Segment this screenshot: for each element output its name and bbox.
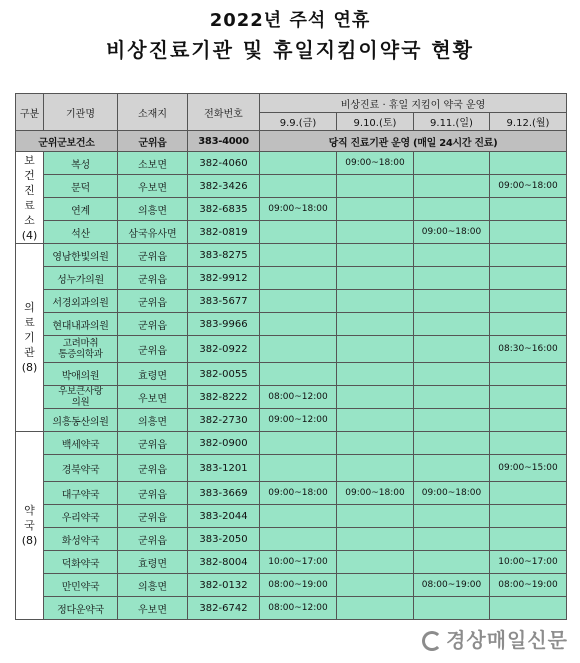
hours-sep-11 bbox=[414, 505, 490, 528]
hours-sep-9 bbox=[260, 152, 337, 175]
hours-sep-11 bbox=[414, 267, 490, 290]
hours-sep-11 bbox=[414, 336, 490, 363]
hours-sep-11: 09:00~18:00 bbox=[414, 221, 490, 244]
hours-sep-12 bbox=[490, 432, 567, 455]
hours-sep-10 bbox=[337, 221, 414, 244]
facility-location: 의흥면 bbox=[118, 409, 188, 432]
header-date-2: 9.10.(토) bbox=[337, 113, 414, 131]
table-row bbox=[16, 221, 567, 244]
facility-name: 우보큰사랑 의원 bbox=[44, 386, 118, 409]
table-row bbox=[16, 528, 567, 551]
hours-sep-12 bbox=[490, 363, 567, 386]
header-group: 구분 bbox=[16, 94, 44, 131]
hours-sep-12 bbox=[490, 244, 567, 267]
table-row bbox=[16, 336, 567, 363]
hours-sep-11 bbox=[414, 175, 490, 198]
table-row bbox=[16, 386, 567, 409]
hours-sep-11 bbox=[414, 597, 490, 620]
facility-name: 복성 bbox=[44, 152, 118, 175]
hours-sep-9 bbox=[260, 221, 337, 244]
public-health-phone: 383-4000 bbox=[188, 131, 260, 152]
table-row bbox=[16, 363, 567, 386]
facility-name: 서경외과의원 bbox=[44, 290, 118, 313]
hours-sep-9 bbox=[260, 313, 337, 336]
hours-sep-12: 08:30~16:00 bbox=[490, 336, 567, 363]
facility-name: 만민약국 bbox=[44, 574, 118, 597]
table-row bbox=[16, 432, 567, 455]
header-date-1: 9.9.(금) bbox=[260, 113, 337, 131]
public-health-note: 당직 진료기관 운영 (매일 24시간 진료) bbox=[260, 131, 567, 152]
hours-sep-11 bbox=[414, 409, 490, 432]
facility-location: 소보면 bbox=[118, 152, 188, 175]
hours-sep-11 bbox=[414, 528, 490, 551]
facility-name: 정다운약국 bbox=[44, 597, 118, 620]
table-row bbox=[16, 482, 567, 505]
hours-sep-9 bbox=[260, 505, 337, 528]
facility-phone: 382-8222 bbox=[188, 386, 260, 409]
hours-sep-10 bbox=[337, 363, 414, 386]
facility-phone: 383-8275 bbox=[188, 244, 260, 267]
group-label: 보 건 진 료 소 (4) bbox=[16, 152, 44, 244]
table-row bbox=[16, 313, 567, 336]
hours-sep-10 bbox=[337, 198, 414, 221]
facility-phone: 383-9966 bbox=[188, 313, 260, 336]
facility-name: 영남한빛의원 bbox=[44, 244, 118, 267]
newspaper-watermark bbox=[422, 624, 568, 653]
hours-sep-12 bbox=[490, 597, 567, 620]
hours-sep-10 bbox=[337, 409, 414, 432]
title-line-1: 2022년 주석 연휴 bbox=[209, 10, 371, 31]
group-label: 의 료 기 관 (8) bbox=[16, 244, 44, 432]
hours-sep-10 bbox=[337, 175, 414, 198]
hours-sep-11 bbox=[414, 432, 490, 455]
facility-location: 군위읍 bbox=[118, 528, 188, 551]
facility-location: 군위읍 bbox=[118, 432, 188, 455]
public-health-row bbox=[16, 131, 567, 152]
facility-phone: 382-3426 bbox=[188, 175, 260, 198]
facility-location: 효령면 bbox=[118, 551, 188, 574]
hours-sep-11 bbox=[414, 198, 490, 221]
watermark-text: 경상매일신문 bbox=[446, 628, 568, 652]
header-phone: 전화번호 bbox=[188, 94, 260, 131]
facility-phone: 382-2730 bbox=[188, 409, 260, 432]
hours-sep-10 bbox=[337, 597, 414, 620]
facility-location: 군위읍 bbox=[118, 505, 188, 528]
hours-sep-12 bbox=[490, 221, 567, 244]
schedule-table bbox=[15, 93, 567, 620]
facility-location: 군위읍 bbox=[118, 455, 188, 482]
hours-sep-10: 09:00~18:00 bbox=[337, 152, 414, 175]
hours-sep-11: 09:00~18:00 bbox=[414, 482, 490, 505]
facility-name: 경북약국 bbox=[44, 455, 118, 482]
facility-name: 우리약국 bbox=[44, 505, 118, 528]
facility-location: 우보면 bbox=[118, 386, 188, 409]
hours-sep-10 bbox=[337, 505, 414, 528]
hours-sep-11 bbox=[414, 455, 490, 482]
hours-sep-12 bbox=[490, 198, 567, 221]
facility-name: 화성약국 bbox=[44, 528, 118, 551]
table-row bbox=[16, 175, 567, 198]
facility-location: 삼국유사면 bbox=[118, 221, 188, 244]
table-row bbox=[16, 597, 567, 620]
hours-sep-12 bbox=[490, 482, 567, 505]
public-health-location: 군위읍 bbox=[118, 131, 188, 152]
facility-phone: 383-1201 bbox=[188, 455, 260, 482]
facility-name: 대구약국 bbox=[44, 482, 118, 505]
facility-location: 우보면 bbox=[118, 597, 188, 620]
facility-phone: 382-0900 bbox=[188, 432, 260, 455]
facility-name: 백세약국 bbox=[44, 432, 118, 455]
hours-sep-10 bbox=[337, 244, 414, 267]
table-row bbox=[16, 551, 567, 574]
facility-name: 고려마취 통증의학과 bbox=[44, 336, 118, 363]
hours-sep-11 bbox=[414, 386, 490, 409]
facility-name: 의흥동산의원 bbox=[44, 409, 118, 432]
hours-sep-9 bbox=[260, 363, 337, 386]
hours-sep-11 bbox=[414, 244, 490, 267]
facility-location: 군위읍 bbox=[118, 336, 188, 363]
facility-location: 군위읍 bbox=[118, 482, 188, 505]
hours-sep-11: 08:00~19:00 bbox=[414, 574, 490, 597]
facility-phone: 382-9912 bbox=[188, 267, 260, 290]
facility-location: 군위읍 bbox=[118, 244, 188, 267]
header-date-3: 9.11.(일) bbox=[414, 113, 490, 131]
hours-sep-12 bbox=[490, 290, 567, 313]
facility-phone: 382-0922 bbox=[188, 336, 260, 363]
header-name: 기관명 bbox=[44, 94, 118, 131]
table-row bbox=[16, 290, 567, 313]
hours-sep-12: 09:00~18:00 bbox=[490, 175, 567, 198]
facility-phone: 382-8004 bbox=[188, 551, 260, 574]
facility-phone: 382-4060 bbox=[188, 152, 260, 175]
hours-sep-10 bbox=[337, 432, 414, 455]
hours-sep-9: 09:00~18:00 bbox=[260, 482, 337, 505]
hours-sep-9 bbox=[260, 267, 337, 290]
hours-sep-12 bbox=[490, 386, 567, 409]
hours-sep-12: 09:00~15:00 bbox=[490, 455, 567, 482]
hours-sep-12 bbox=[490, 409, 567, 432]
hours-sep-12: 10:00~17:00 bbox=[490, 551, 567, 574]
hours-sep-9: 09:00~18:00 bbox=[260, 198, 337, 221]
hours-sep-11 bbox=[414, 290, 490, 313]
public-health-name: 군위군보건소 bbox=[16, 131, 118, 152]
table-row bbox=[16, 244, 567, 267]
header-operation: 비상진료 · 휴일 지킴이 약국 운영 bbox=[260, 94, 567, 113]
facility-phone: 382-0132 bbox=[188, 574, 260, 597]
hours-sep-9 bbox=[260, 336, 337, 363]
hours-sep-10 bbox=[337, 528, 414, 551]
hours-sep-9 bbox=[260, 432, 337, 455]
facility-location: 군위읍 bbox=[118, 267, 188, 290]
facility-phone: 382-6742 bbox=[188, 597, 260, 620]
title-line-2: 비상진료기관 및 휴일지킴이약국 현황 bbox=[105, 38, 474, 62]
hours-sep-11 bbox=[414, 152, 490, 175]
facility-location: 우보면 bbox=[118, 175, 188, 198]
hours-sep-9: 10:00~17:00 bbox=[260, 551, 337, 574]
hours-sep-11 bbox=[414, 313, 490, 336]
facility-name: 석산 bbox=[44, 221, 118, 244]
hours-sep-9 bbox=[260, 290, 337, 313]
hours-sep-9: 08:00~12:00 bbox=[260, 597, 337, 620]
table-row bbox=[16, 152, 567, 175]
table-row bbox=[16, 198, 567, 221]
facility-name: 문덕 bbox=[44, 175, 118, 198]
hours-sep-10 bbox=[337, 386, 414, 409]
hours-sep-10 bbox=[337, 336, 414, 363]
table-row bbox=[16, 505, 567, 528]
hours-sep-10 bbox=[337, 267, 414, 290]
facility-location: 군위읍 bbox=[118, 290, 188, 313]
hours-sep-12 bbox=[490, 505, 567, 528]
facility-name: 연계 bbox=[44, 198, 118, 221]
hours-sep-9 bbox=[260, 175, 337, 198]
facility-phone: 383-3669 bbox=[188, 482, 260, 505]
facility-name: 덕화약국 bbox=[44, 551, 118, 574]
facility-phone: 382-0819 bbox=[188, 221, 260, 244]
table-row bbox=[16, 409, 567, 432]
hours-sep-9: 09:00~12:00 bbox=[260, 409, 337, 432]
facility-location: 효령면 bbox=[118, 363, 188, 386]
facility-location: 의흥면 bbox=[118, 198, 188, 221]
facility-name: 성누가의원 bbox=[44, 267, 118, 290]
hours-sep-9 bbox=[260, 528, 337, 551]
hours-sep-12 bbox=[490, 152, 567, 175]
facility-name: 현대내과의원 bbox=[44, 313, 118, 336]
hours-sep-10 bbox=[337, 574, 414, 597]
table-row bbox=[16, 574, 567, 597]
hours-sep-10 bbox=[337, 313, 414, 336]
hours-sep-10 bbox=[337, 455, 414, 482]
g-logo-icon bbox=[422, 631, 442, 651]
hours-sep-10: 09:00~18:00 bbox=[337, 482, 414, 505]
facility-phone: 382-0055 bbox=[188, 363, 260, 386]
hours-sep-12 bbox=[490, 528, 567, 551]
header-date-4: 9.12.(월) bbox=[490, 113, 567, 131]
facility-phone: 382-6835 bbox=[188, 198, 260, 221]
hours-sep-10 bbox=[337, 290, 414, 313]
group-label: 약 국 (8) bbox=[16, 432, 44, 620]
hours-sep-12 bbox=[490, 313, 567, 336]
hours-sep-11 bbox=[414, 551, 490, 574]
facility-location: 의흥면 bbox=[118, 574, 188, 597]
table-row bbox=[16, 267, 567, 290]
hours-sep-9 bbox=[260, 455, 337, 482]
facility-name: 박애의원 bbox=[44, 363, 118, 386]
hours-sep-12: 08:00~19:00 bbox=[490, 574, 567, 597]
table-row bbox=[16, 455, 567, 482]
hours-sep-10 bbox=[337, 551, 414, 574]
hours-sep-9: 08:00~19:00 bbox=[260, 574, 337, 597]
facility-location: 군위읍 bbox=[118, 313, 188, 336]
facility-phone: 383-2044 bbox=[188, 505, 260, 528]
hours-sep-11 bbox=[414, 363, 490, 386]
hours-sep-9 bbox=[260, 244, 337, 267]
hours-sep-12 bbox=[490, 267, 567, 290]
facility-phone: 383-2050 bbox=[188, 528, 260, 551]
header-location: 소재지 bbox=[118, 94, 188, 131]
hours-sep-9: 08:00~12:00 bbox=[260, 386, 337, 409]
facility-phone: 383-5677 bbox=[188, 290, 260, 313]
